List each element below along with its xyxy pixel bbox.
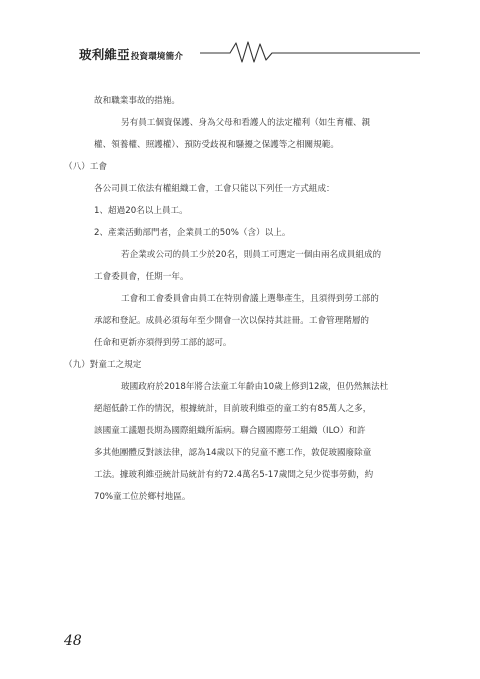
body-line: 權、領養權、照護權）、預防受歧視和騷擾之保護等之相關規範。 — [94, 140, 339, 150]
body-line: 另有員工個資保護、身為父母和看護人的法定權利（如生育權、親 — [121, 118, 371, 128]
body-line: 工法。據玻利維亞統計局統計有約72.4萬名5-17歲間之兒少從事勞動，約 — [94, 470, 374, 480]
body-line: 承認和登記。成員必須每年至少開會一次以保持其註冊。工會管理階層的 — [94, 316, 370, 326]
body-line: 70%童工位於鄉村地區。 — [94, 492, 191, 502]
list-item: 1、超過20名以上員工。 — [94, 206, 188, 216]
header-title-sub: 投資環境簡介 — [130, 52, 184, 62]
page-number: 48 — [64, 633, 82, 649]
body-line: 任命和更新亦須得到勞工部的認可。 — [94, 338, 232, 348]
body-line: 多其他團體反對該法律，認為14歲以下的兒童不應工作，敦促玻國廢除童 — [94, 448, 372, 458]
body-line: 玻國政府於2018年將合法童工年齡由10歲上修到12歲，但仍然無法杜 — [121, 382, 389, 392]
body-line: 工會委員會，任期一年。 — [94, 272, 189, 282]
body-line: 工會和工會委員會由員工在特別會議上選舉產生，且須得到勞工部的 — [121, 294, 379, 304]
header-title-main: 玻利維亞 — [79, 47, 130, 62]
section-heading-union: （八）工會 — [64, 162, 107, 172]
running-header-title — [79, 45, 183, 63]
list-item: 2、產業活動部門者，企業員工的50%（含）以上。 — [94, 228, 291, 238]
body-line: 若企業或公司的員工少於20名，則員工可選定一個由兩名成員組成的 — [121, 250, 382, 260]
body-line: 絕超低齡工作的情況，根據統計，目前玻利維亞的童工約有85萬人之多， — [94, 404, 372, 414]
body-line: 各公司員工依法有權組織工會，工會只能以下列任一方式組成： — [94, 184, 335, 194]
body-line: 故和職業事故的措施。 — [94, 96, 180, 106]
header-ecg-line-graphic — [200, 38, 420, 64]
body-line: 該國童工議題長期為國際組織所詬病。聯合國國際勞工組織（ILO）和許 — [94, 426, 366, 436]
section-heading-child-labor: （九）對童工之規定 — [64, 360, 142, 370]
